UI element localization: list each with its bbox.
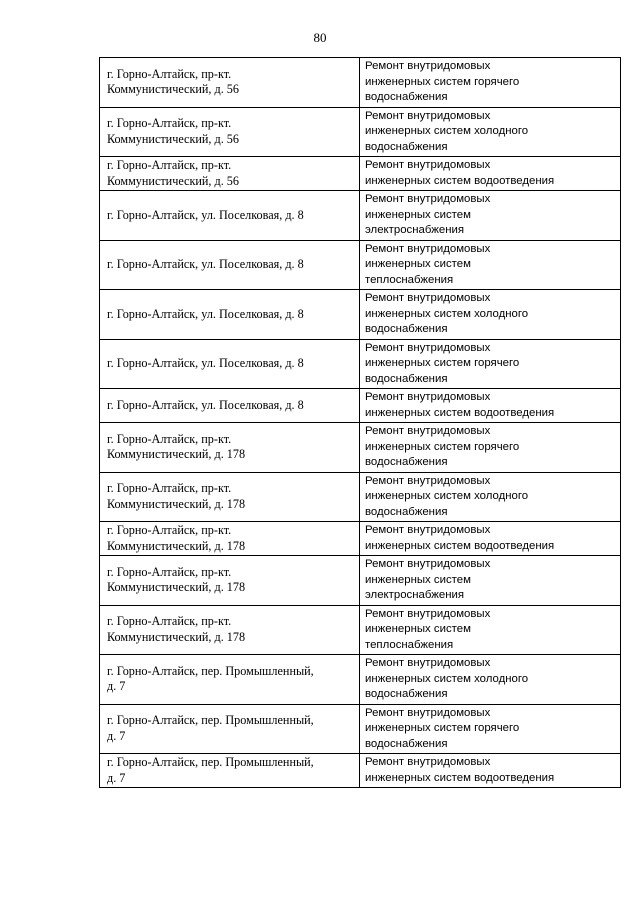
address-cell bbox=[100, 655, 360, 705]
work-type-line: Ремонт внутридомовых bbox=[365, 341, 491, 354]
address-cell bbox=[100, 472, 360, 522]
work-type-line: Ремонт внутридомовых bbox=[365, 524, 491, 536]
address-line: г. Горно-Алтайск, ул. Поселковая, д. 8 bbox=[107, 397, 304, 412]
work-type-cell bbox=[360, 655, 621, 705]
table-body bbox=[100, 58, 621, 788]
work-type-cell bbox=[360, 605, 621, 655]
address-cell bbox=[100, 339, 360, 389]
repair-table bbox=[99, 57, 621, 788]
work-type-line: электроснабжения bbox=[365, 589, 465, 601]
address-line: Коммунистический, д. 56 bbox=[107, 82, 239, 97]
work-type-line: Ремонт внутридомовых bbox=[365, 756, 491, 768]
table-row bbox=[100, 107, 621, 157]
address-line: г. Горно-Алтайск, пр-кт. bbox=[107, 481, 232, 496]
address-line: г. Горно-Алтайск, пр-кт. bbox=[107, 614, 232, 629]
work-type-line: инженерных систем водоотведения bbox=[365, 174, 555, 187]
work-type-cell bbox=[360, 389, 621, 423]
address-cell bbox=[100, 157, 360, 191]
address-line: г. Горно-Алтайск, пер. Промышленный, bbox=[107, 713, 314, 728]
address-line: г. Горно-Алтайск, ул. Поселковая, д. 8 bbox=[107, 306, 304, 321]
work-type-line: водоснабжения bbox=[365, 456, 448, 468]
table-row bbox=[100, 389, 621, 423]
address-line: г. Горно-Алтайск, пр-кт. bbox=[107, 431, 232, 446]
work-type-line: инженерных систем холодного bbox=[365, 490, 529, 502]
address-line: Коммунистический, д. 56 bbox=[107, 173, 239, 188]
work-type-line: инженерных систем bbox=[365, 573, 471, 586]
address-line: г. Горно-Алтайск, пр-кт. bbox=[107, 66, 232, 81]
work-type-cell bbox=[360, 107, 621, 157]
table-row bbox=[100, 605, 621, 655]
address-cell bbox=[100, 191, 360, 241]
address-line: г. Горно-Алтайск, пр-кт. bbox=[107, 158, 232, 172]
address-line: г. Горно-Алтайск, пр-кт. bbox=[107, 523, 232, 537]
work-type-line: водоснабжения bbox=[365, 737, 448, 750]
address-line: Коммунистический, д. 178 bbox=[107, 496, 246, 511]
address-line: г. Горно-Алтайск, ул. Поселковая, д. 8 bbox=[107, 356, 304, 370]
work-type-cell bbox=[360, 290, 621, 340]
work-type-cell bbox=[360, 522, 621, 556]
work-type-line: Ремонт внутридомовых bbox=[365, 706, 491, 719]
table-row bbox=[100, 240, 621, 290]
table-row bbox=[100, 290, 621, 340]
table-row bbox=[100, 58, 621, 108]
work-type-line: инженерных систем водоотведения bbox=[365, 771, 555, 784]
work-type-line: Ремонт внутридомовых bbox=[365, 558, 491, 570]
work-type-cell bbox=[360, 58, 621, 108]
address-cell bbox=[100, 389, 360, 423]
work-type-line: водоснабжения bbox=[365, 140, 448, 153]
address-line: Коммунистический, д. 178 bbox=[107, 538, 246, 553]
work-type-line: электроснабжения bbox=[365, 224, 465, 236]
work-type-cell bbox=[360, 472, 621, 522]
work-type-line: водоснабжения bbox=[365, 505, 448, 518]
work-type-cell bbox=[360, 157, 621, 191]
address-line: Коммунистический, д. 178 bbox=[107, 580, 246, 595]
address-line: Коммунистический, д. 56 bbox=[107, 131, 239, 146]
address-line: г. Горно-Алтайск, пр-кт. bbox=[107, 116, 232, 131]
work-type-line: инженерных систем bbox=[365, 623, 471, 635]
table-row bbox=[100, 522, 621, 556]
table-row bbox=[100, 157, 621, 191]
address-cell bbox=[100, 423, 360, 473]
work-type-cell bbox=[360, 240, 621, 290]
address-line: г. Горно-Алтайск, пер. Промышленный, bbox=[107, 663, 314, 678]
work-type-line: теплоснабжения bbox=[365, 273, 454, 286]
address-cell bbox=[100, 240, 360, 290]
work-type-line: инженерных систем холодного bbox=[365, 125, 529, 137]
table-row bbox=[100, 655, 621, 705]
address-cell bbox=[100, 58, 360, 108]
address-line: г. Горно-Алтайск, ул. Поселковая, д. 8 bbox=[107, 207, 304, 222]
table-row bbox=[100, 339, 621, 389]
work-type-line: Ремонт внутридомовых bbox=[365, 474, 491, 487]
table-row bbox=[100, 191, 621, 241]
address-cell bbox=[100, 107, 360, 157]
address-cell bbox=[100, 522, 360, 556]
address-line: Коммунистический, д. 178 bbox=[107, 447, 246, 462]
page-number: 80 bbox=[313, 30, 327, 45]
address-line: г. Горно-Алтайск, пер. Промышленный, bbox=[107, 755, 314, 769]
address-cell bbox=[100, 754, 360, 788]
work-type-cell bbox=[360, 191, 621, 241]
work-type-line: водоснабжения bbox=[365, 372, 448, 385]
work-type-cell bbox=[360, 423, 621, 473]
table-row bbox=[100, 704, 621, 754]
work-type-line: инженерных систем холодного bbox=[365, 672, 529, 685]
address-line: г. Горно-Алтайск, пр-кт. bbox=[107, 564, 232, 579]
work-type-line: инженерных систем bbox=[365, 258, 471, 270]
address-line: г. Горно-Алтайск, ул. Поселковая, д. 8 bbox=[107, 257, 304, 271]
table-row bbox=[100, 423, 621, 473]
work-type-line: Ремонт внутридомовых bbox=[365, 109, 491, 122]
address-cell bbox=[100, 556, 360, 606]
address-line: д. 7 bbox=[107, 770, 126, 785]
work-type-cell bbox=[360, 556, 621, 606]
work-type-cell bbox=[360, 339, 621, 389]
work-type-cell bbox=[360, 754, 621, 788]
table-row bbox=[100, 472, 621, 522]
address-cell bbox=[100, 290, 360, 340]
address-cell bbox=[100, 605, 360, 655]
work-type-line: теплоснабжения bbox=[365, 638, 454, 651]
work-type-line: Ремонт внутридомовых bbox=[365, 242, 491, 255]
work-type-line: инженерных систем водоотведения bbox=[365, 406, 555, 419]
address-cell bbox=[100, 704, 360, 754]
work-type-line: водоснабжения bbox=[365, 91, 448, 103]
work-type-line: Ремонт внутридомовых bbox=[365, 60, 491, 72]
work-type-line: Ремонт внутридомовых bbox=[365, 391, 491, 403]
work-type-line: инженерных систем горячего bbox=[365, 440, 520, 453]
work-type-line: Ремонт внутридомовых bbox=[365, 657, 491, 669]
work-type-line: водоснабжения bbox=[365, 688, 448, 700]
work-type-line: инженерных систем bbox=[365, 208, 471, 221]
address-line: д. 7 bbox=[107, 728, 126, 743]
work-type-line: инженерных систем горячего bbox=[365, 357, 520, 369]
work-type-line: Ремонт внутридомовых bbox=[365, 159, 491, 171]
work-type-line: инженерных систем водоотведения bbox=[365, 539, 555, 552]
work-type-line: инженерных систем горячего bbox=[365, 75, 520, 88]
work-type-line: Ремонт внутридомовых bbox=[365, 193, 491, 205]
work-type-line: инженерных систем горячего bbox=[365, 722, 520, 734]
work-type-line: Ремонт внутридомовых bbox=[365, 607, 491, 620]
address-line: Коммунистический, д. 178 bbox=[107, 629, 246, 644]
work-type-cell bbox=[360, 704, 621, 754]
address-line: д. 7 bbox=[107, 679, 126, 694]
table-row bbox=[100, 754, 621, 788]
work-type-line: Ремонт внутридомовых bbox=[365, 425, 491, 437]
work-type-line: инженерных систем холодного bbox=[365, 307, 529, 320]
table-row bbox=[100, 556, 621, 606]
work-type-line: водоснабжения bbox=[365, 323, 448, 335]
work-type-line: Ремонт внутридомовых bbox=[365, 292, 491, 304]
